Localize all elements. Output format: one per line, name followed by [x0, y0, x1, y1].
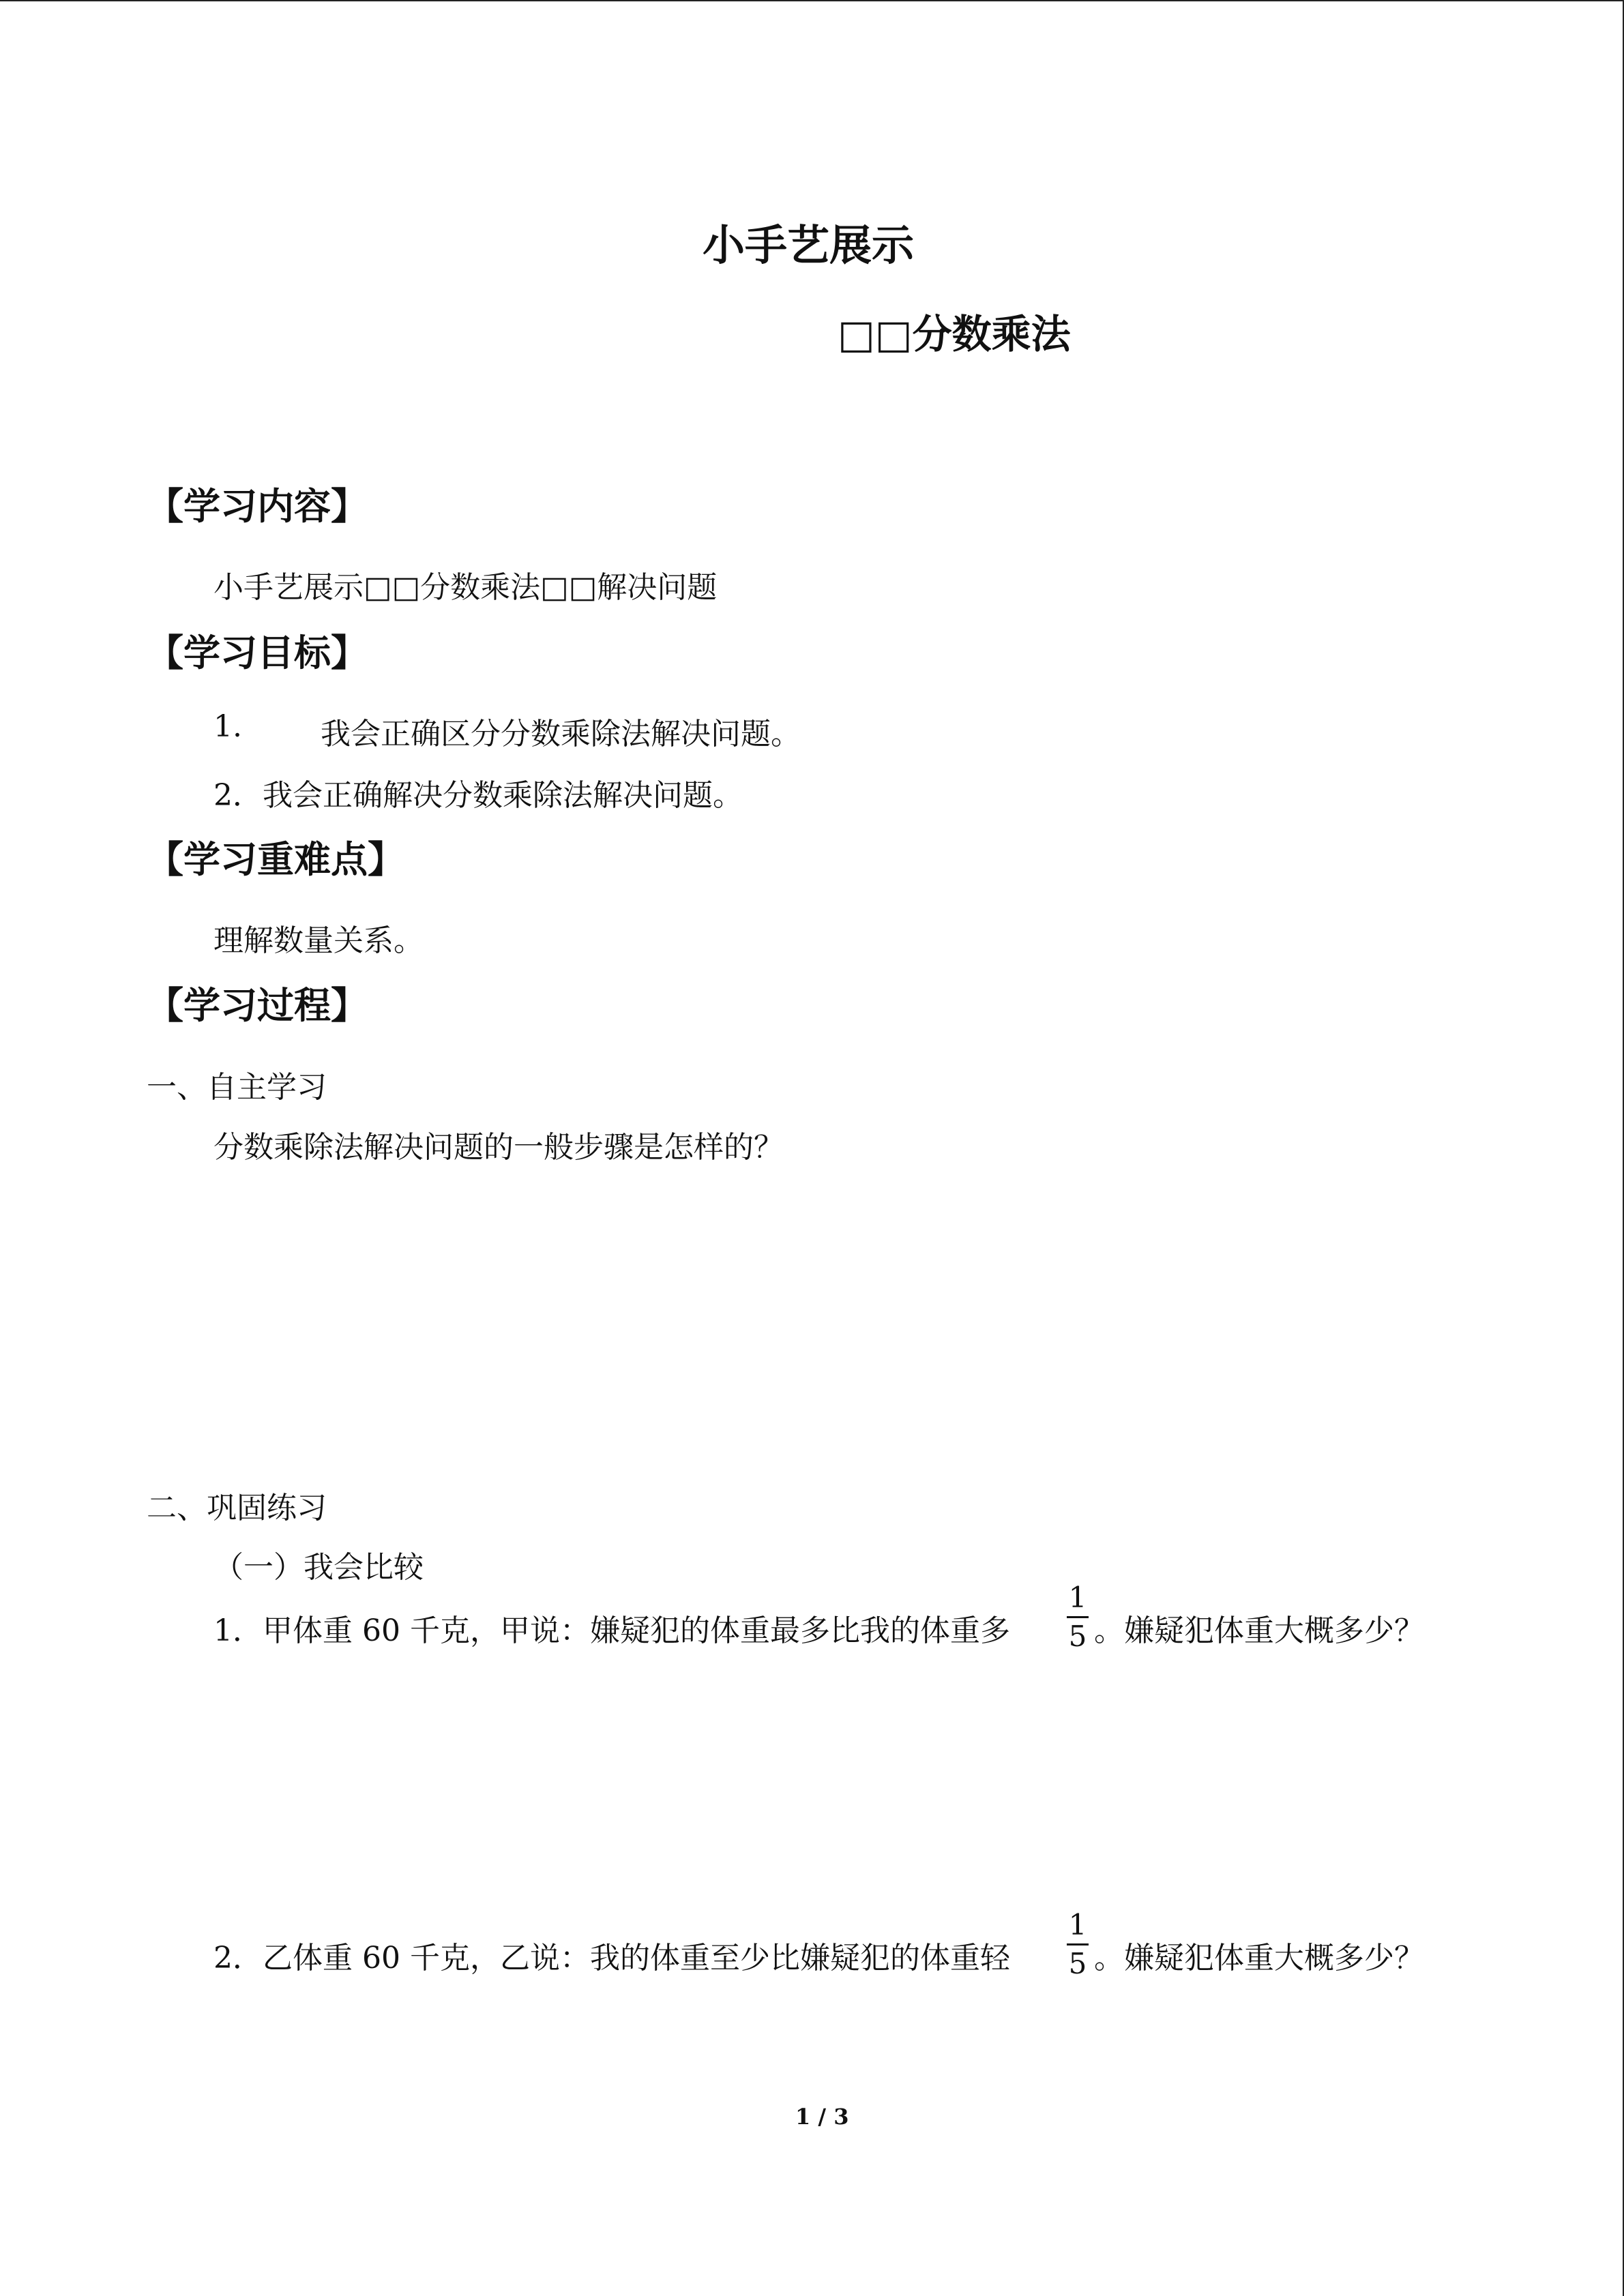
- part1-question: 分数乘除法解决问题的一般步骤是怎样的？: [213, 1130, 784, 1165]
- question-2-text: 2．乙体重 60 千克，乙说：我的体重至少比嫌疑犯的体重轻: [213, 1941, 1010, 1976]
- fraction-denominator: 5: [1068, 1620, 1087, 1653]
- page-number: 1 / 3: [795, 2104, 849, 2130]
- page-subtitle: □□分数乘法: [838, 311, 1071, 357]
- fraction-bar: [1067, 1943, 1089, 1945]
- fraction-bar: [1067, 1616, 1089, 1618]
- goal-1-text: 我会正确区分分数乘除法解决问题。: [321, 717, 801, 751]
- fraction-numerator: 1: [1068, 1581, 1087, 1614]
- fraction-denominator: 5: [1068, 1947, 1087, 1980]
- difficulty-text: 理解数量关系。: [213, 923, 424, 958]
- goals-heading: 【学习目标】: [147, 631, 368, 674]
- goal-2-text: 2．我会正确解决分数乘除法解决问题。: [213, 778, 743, 813]
- goal-1-number: 1.: [213, 709, 242, 744]
- question-1-fraction: [1064, 1581, 1091, 1654]
- difficulty-heading: 【学习重难点】: [147, 838, 404, 881]
- question-1-text: 1．甲体重 60 千克，甲说：嫌疑犯的体重最多比我的体重多: [213, 1613, 1010, 1648]
- question-2-text-end: 。嫌疑犯体重大概多少？: [1094, 1941, 1424, 1976]
- fraction-numerator: 1: [1068, 1908, 1087, 1941]
- part2-heading: 二、巩固练习: [147, 1491, 327, 1525]
- page-title: 小手艺展示: [703, 220, 915, 270]
- content-text: 小手艺展示□□分数乘法□□解决问题: [213, 570, 718, 605]
- question-1-text-end: 。嫌疑犯体重大概多少？: [1094, 1613, 1424, 1648]
- page-top-border: [0, 0, 1623, 2]
- content-heading: 【学习内容】: [147, 485, 368, 528]
- part1-heading: 一、自主学习: [147, 1070, 327, 1105]
- question-2-fraction: [1064, 1908, 1091, 1981]
- part2-subheading: （一）我会比较: [213, 1550, 424, 1585]
- process-heading: 【学习过程】: [147, 984, 368, 1027]
